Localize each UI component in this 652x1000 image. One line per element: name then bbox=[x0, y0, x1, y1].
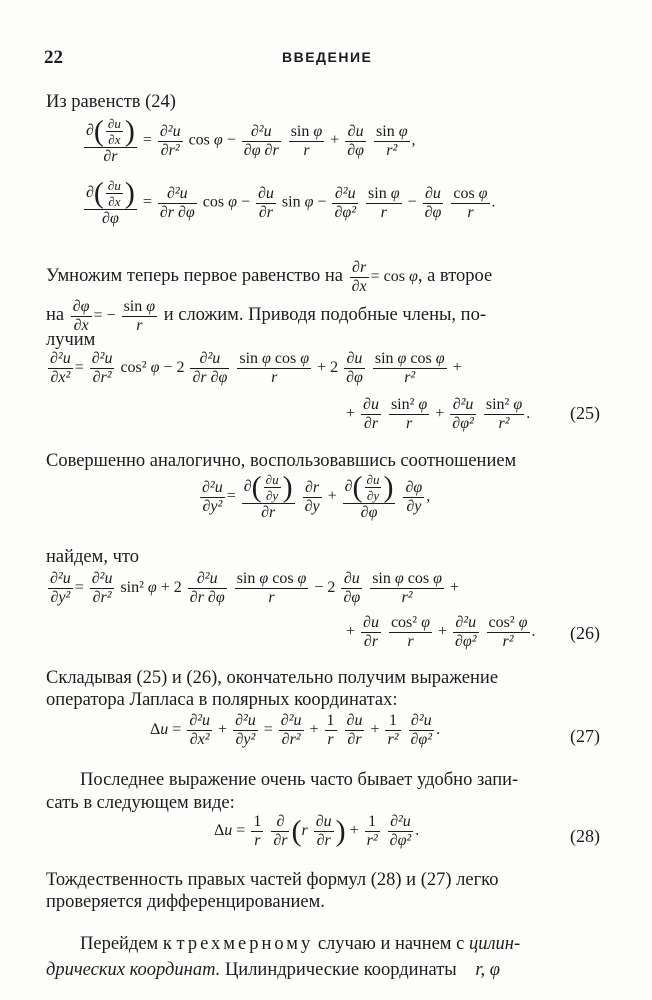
paragraph-analogous: Совершенно аналогично, воспользовавшись соотношением bbox=[46, 451, 517, 471]
paragraph-intro: Из равенств (24) bbox=[46, 92, 176, 112]
text-we-get: лучим bbox=[46, 330, 96, 350]
inline-dphi-dx: $\frac{\partial\varphi}{\partial x}$ = − $\frac{\text{sin φ}}{r}$ bbox=[72, 298, 156, 334]
paragraph-three-dim-line2 bbox=[46, 958, 500, 982]
paragraph-three-dim-line1 bbox=[80, 932, 520, 956]
equation-25-line2: + $\frac{\partial u}{\partial r}$ $\frac{\text{sin² φ}}{r}$ + $\frac{\text{∂²u}}{\text{∂φ²}}$ $\frac{\text{sin² φ}}{\text{r²}}$ . bbox=[346, 396, 531, 432]
equation-dudx-dr: ∂( $\frac{\partial u}{\partial x}$ ) ∂r = $\frac{\text{∂²u}}{\text{∂r²}}$ cos φ − $\frac{\text{∂²u}}{\partial\varphi \partial r}$ $\frac{\text{sin φ}}{r}$ + $\frac{\partial u}{\partial\varphi}$ $\frac{\text{sin φ}}{\text{r²}}$ , bbox=[86, 114, 416, 165]
page-number: 22 bbox=[44, 47, 63, 68]
paragraph-multiply-line2 bbox=[46, 298, 486, 335]
text-proceed: Перейдем к bbox=[80, 934, 172, 954]
equation-dudx-dphi: ∂( $\frac{\partial u}{\partial x}$ ) ∂φ = $\frac{\text{∂²u}}{\partial r \partial\varphi}$ cos φ − $\frac{\partial u}{\partial r}$ sin φ − $\frac{\text{∂²u}}{\text{∂φ²}}$ $\frac{\text{sin φ}}{r}$ − $\frac{\partial u}{\partial\varphi}$ $\frac{\text{cos φ}}{r}$ . bbox=[86, 176, 496, 227]
equation-25-line1: $\frac{\text{∂²u}}{\text{∂x²}}$ = $\frac{\text{∂²u}}{\text{∂r²}}$ cos² φ − 2 $\frac{\text{∂²u}}{\partial r \partial\varphi}$ $\frac{\text{sin φ cos φ}}{r}$ + 2 $\frac{\partial u}{\partial\varphi}$ $\frac{\text{sin φ cos φ}}{\text{r²}}$ + bbox=[50, 350, 462, 386]
paragraph-last-line1: Последнее выражение очень часто бывает удобно запи- bbox=[80, 770, 519, 790]
paragraph-multiply-line1 bbox=[46, 259, 492, 296]
text-cylin: цилин- bbox=[468, 934, 521, 954]
text-cylindrical-coordinates-italic: дрических координат. bbox=[46, 960, 221, 980]
inline-dr-dx: $\frac{\partial r}{\partial x}$ = cos φ bbox=[351, 259, 418, 295]
equation-28: Δu = $\frac{1}{r}$ ∂ ∂r (r $\frac{\partial u}{\partial r}$ ) + $\frac{1}{\text{r²}}$ $\frac{\text{∂²u}}{\text{∂φ²}}$ . bbox=[214, 813, 420, 849]
text-multiply: Умножим теперь первое равенство на bbox=[46, 266, 343, 287]
text-three-dimensional: трехмерному bbox=[176, 934, 314, 954]
text-cylindrical-coordinates: Цилиндрические координаты bbox=[224, 960, 457, 980]
text-and-add: и сложим. Приводя подобные члены, по- bbox=[163, 305, 486, 326]
paragraph-identity-line1: Тождественность правых частей формул (28) и (27) легко bbox=[46, 870, 499, 890]
paragraph-adding-line1: Складывая (25) и (26), окончательно получим выражение bbox=[46, 668, 499, 688]
equation-26-line2: + $\frac{\partial u}{\partial r}$ $\frac{\text{cos² φ}}{r}$ + $\frac{\text{∂²u}}{\text{∂φ²}}$ $\frac{\text{cos² φ}}{\text{r²}}$ . bbox=[346, 614, 536, 650]
equation-number-27: (27) bbox=[570, 726, 600, 746]
equation-number-25: (25) bbox=[570, 403, 600, 423]
equation-27: Δu = $\frac{\text{∂²u}}{\text{∂x²}}$ + $\frac{\text{∂²u}}{\text{∂y²}}$ = $\frac{\text{∂²u}}{\text{∂r²}}$ + $\frac{1}{r}$ $\frac{\partial u}{\partial r}$ + $\frac{1}{\text{r²}}$ $\frac{\text{∂²u}}{\text{∂φ²}}$ . bbox=[150, 712, 441, 748]
text-case-begin: случаю и начнем с bbox=[317, 934, 465, 954]
paragraph-adding-line2: оператора Лапласа в полярных координатах: bbox=[46, 690, 398, 710]
text-on: на bbox=[46, 305, 65, 326]
equation-number-28: (28) bbox=[570, 826, 600, 846]
text-and-second: , а второе bbox=[417, 266, 493, 287]
running-header: ВВЕДЕНИЕ bbox=[282, 49, 373, 65]
paragraph-last-line2: сать в следующем виде: bbox=[46, 793, 235, 813]
paragraph-identity-line2: проверяется дифференцированием. bbox=[46, 892, 325, 912]
equation-26-line1: $\frac{\text{∂²u}}{\text{∂y²}}$ = $\frac{\text{∂²u}}{\text{∂r²}}$ sin² φ + 2 $\frac{\text{∂²u}}{\partial r \partial\varphi}$ $\frac{\text{sin φ cos φ}}{r}$ − 2 $\frac{\partial u}{\partial\varphi}$ $\frac{\text{sin φ cos φ}}{\text{r²}}$ + bbox=[50, 570, 459, 606]
equation-d2u-dy2-relation: $\frac{\text{∂²u}}{\text{∂y²}}$ = ∂( $\frac{\partial u}{\partial y}$ ) ∂r $\frac{\partial r}{\partial y}$ + ∂( $\frac{\partial u}{\partial y}$ ) ∂φ $\frac{\partial\varphi}{\partial y}$ , bbox=[202, 470, 431, 521]
text-we-find: найдем, что bbox=[46, 547, 139, 567]
equation-number-26: (26) bbox=[570, 623, 600, 643]
text-r-phi: r, φ bbox=[475, 960, 500, 980]
